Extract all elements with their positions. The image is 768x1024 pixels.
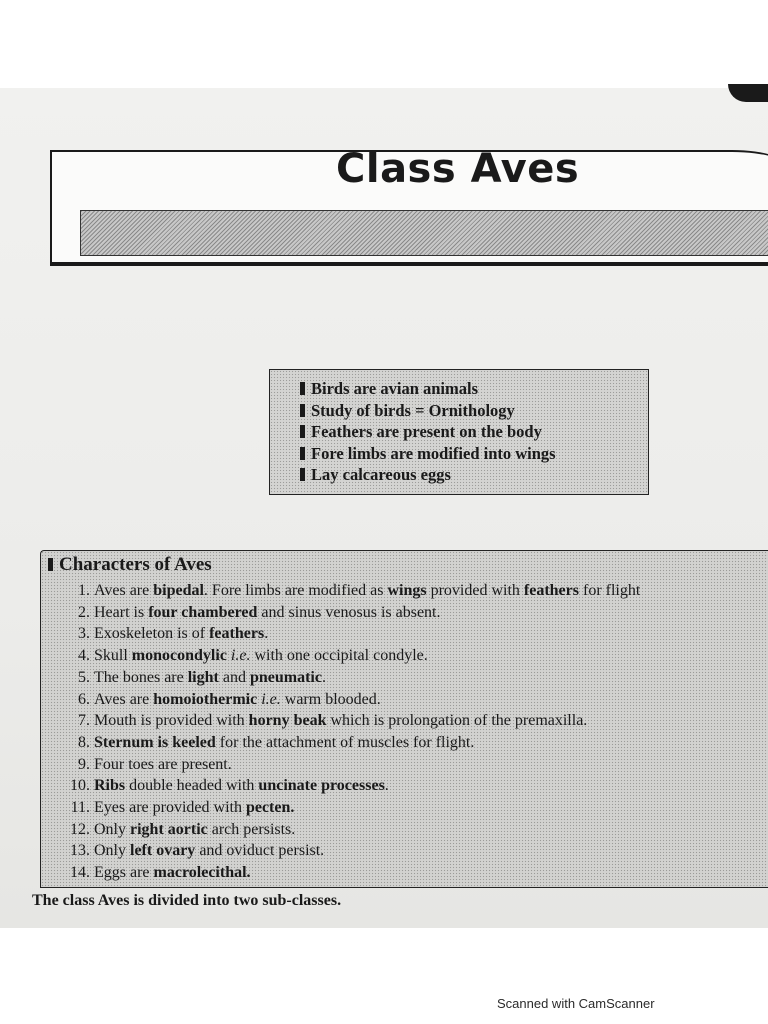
footer-sentence: The class Aves is divided into two sub-classes. [32, 892, 342, 909]
item-text: double headed with [125, 777, 259, 795]
bold-term: pneumatic [249, 668, 322, 686]
characters-list-item [56, 840, 640, 862]
characters-heading-text: Characters of Aves [59, 554, 212, 575]
characters-list-item [56, 645, 640, 667]
item-text: Only [94, 820, 130, 838]
characters-list-item [56, 710, 640, 732]
bold-term: monocondylic [131, 647, 227, 665]
bold-term: feathers [209, 625, 265, 643]
item-text: . [384, 777, 389, 795]
item-text: Skull [94, 647, 132, 665]
summary-item-text: Lay calcareous eggs [311, 465, 451, 484]
item-text: Exoskeleton is of [94, 625, 210, 643]
item-number: 1. [78, 582, 90, 599]
item-text: Only [94, 842, 130, 860]
bold-term: horny beak [248, 712, 327, 730]
item-number: 7. [78, 712, 90, 730]
summary-item [300, 421, 648, 443]
item-text: which is prolongation of the premaxilla. [326, 712, 588, 730]
title-banner-stripe [80, 210, 768, 256]
bold-term: wings [387, 582, 427, 599]
summary-item [300, 378, 648, 400]
summary-item [300, 464, 648, 486]
item-text: . [321, 668, 326, 686]
item-text: Mouth is provided with [94, 712, 249, 730]
square-bullet-icon [300, 425, 305, 438]
item-text: Eggs are [94, 864, 154, 882]
bold-term: right aortic [130, 820, 208, 838]
item-number: 14. [70, 864, 90, 882]
item-number: 12. [70, 820, 90, 838]
title-banner-underline [50, 262, 768, 264]
item-text: and [218, 668, 250, 686]
bold-term: macrolecithal. [153, 864, 251, 882]
item-text: warm blooded. [280, 690, 381, 708]
bold-term: uncinate processes [258, 777, 385, 795]
item-text: for the attachment of muscles for flight. [215, 733, 475, 751]
characters-list-item [56, 732, 640, 754]
page-title: Class Aves [336, 146, 580, 192]
item-text: Heart is [94, 603, 149, 621]
bold-term: pecten. [245, 799, 295, 817]
characters-list-item [56, 862, 640, 884]
square-bullet-icon [300, 468, 305, 481]
item-text: . [264, 625, 269, 643]
summary-item-text: Study of birds = Ornithology [311, 400, 515, 420]
italic-term: i.e. [261, 690, 281, 708]
bold-term: Ribs [94, 777, 126, 795]
item-text: with one occipital condyle. [250, 647, 428, 665]
characters-list [56, 580, 640, 884]
summary-item-text: Fore limbs are modified into wings [311, 443, 556, 463]
summary-item-text: Birds are avian animals [311, 379, 479, 398]
characters-list-item [56, 667, 640, 689]
item-number: 2. [78, 603, 90, 621]
characters-list-item [56, 580, 640, 602]
scanner-watermark: Scanned with CamScanner [497, 996, 655, 1011]
item-number: 11. [70, 799, 90, 817]
characters-list-item [56, 775, 640, 797]
bold-term: Sternum is keeled [94, 733, 216, 751]
italic-term: i.e. [230, 647, 251, 665]
item-text: provided with [426, 582, 524, 599]
item-number: 4. [78, 647, 90, 665]
item-number: 6. [78, 690, 90, 708]
item-text: and sinus venosus is absent. [257, 603, 441, 621]
square-bullet-icon [48, 558, 53, 571]
characters-list-item [56, 602, 640, 624]
item-number: 3. [78, 625, 90, 643]
summary-item-text: Feathers are present on the body [311, 422, 542, 441]
item-number: 9. [78, 755, 90, 773]
characters-list-item [56, 623, 640, 645]
item-number: 5. [78, 668, 90, 686]
item-number: 8. [78, 733, 90, 751]
bold-term: left ovary [130, 842, 196, 860]
item-text: Aves are [94, 690, 154, 708]
item-text: Aves are [94, 582, 154, 599]
characters-list-item [56, 754, 640, 776]
item-number: 13. [70, 842, 90, 860]
characters-heading [48, 554, 212, 576]
item-number: 10. [70, 777, 90, 795]
item-text: Four toes are present. [94, 755, 232, 773]
characters-list-item [56, 797, 640, 819]
item-text: . Fore limbs are modified as [203, 582, 388, 599]
item-text: The bones are [94, 668, 188, 686]
square-bullet-icon [300, 382, 305, 395]
square-bullet-icon [300, 447, 305, 460]
item-text: for flight [578, 582, 641, 599]
item-text: Eyes are provided with [94, 799, 246, 817]
summary-item [300, 443, 648, 465]
characters-list-item [56, 689, 640, 711]
characters-list-item [56, 819, 640, 841]
bold-term: light [187, 668, 219, 686]
item-text: arch persists. [207, 820, 296, 838]
bold-term: feathers [523, 582, 579, 599]
bold-term: bipedal [153, 582, 204, 599]
summary-box [269, 369, 649, 495]
bold-term: four chambered [148, 603, 258, 621]
summary-item [300, 400, 648, 422]
item-text: and oviduct persist. [195, 842, 325, 860]
bold-term: homoiothermic [153, 690, 258, 708]
square-bullet-icon [300, 404, 305, 417]
